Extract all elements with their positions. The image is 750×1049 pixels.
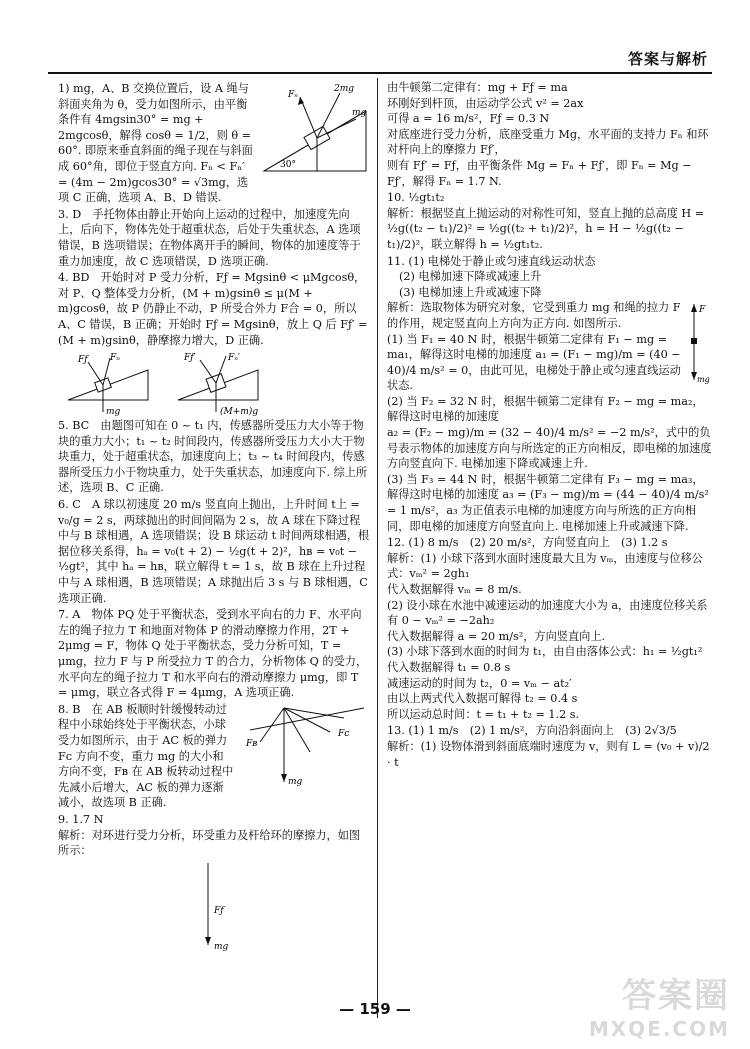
label-ff-9: Fƒ xyxy=(214,905,224,916)
answer-11-case-2b: a₂ = (F₂ − mg)/m = (32 − 40)/4 m/s² = −2 m/s²，式中的负号表示物体的加速度方向与所选定的正方向相反，即电梯的加速度方向竖直向下. 电梯加速下降或减速上升. xyxy=(387,426,712,471)
right-column xyxy=(387,80,712,770)
answer-12-l9: 所以运动总时间：t = t₁ + t₂ = 1.2 s. xyxy=(387,707,580,721)
label-fn-2: Fₙ′ xyxy=(228,353,240,364)
answer-11-3: (3) 电梯加速上升或减速下降 xyxy=(399,285,542,299)
answer-8-force-diagram xyxy=(240,702,370,788)
answer-11-2: (2) 电梯加速下降或减速上升 xyxy=(399,270,542,284)
header-title: 答案与解析 xyxy=(627,50,708,68)
label-mg-9: mg xyxy=(214,941,229,952)
answer-9-force-diagram xyxy=(58,861,298,953)
answer-3: 3. D 手托物体由静止开始向上运动的过程中，加速度先向上，后向下，物体先处于超重状态，后处于失重状态，A 选项错误，B 选项错误；在物体离开手的瞬间，物体的加速度等于重力加速度，故 C 选项错误，D 选项正确. xyxy=(58,207,361,268)
answer-9: 9. 1.7 N xyxy=(58,812,104,826)
answer-4-force-diagrams xyxy=(58,350,298,416)
answer-12-l7: 减速运动的时间为 t₂，0 = vₘ − at₂′ xyxy=(387,676,572,690)
r-line-1: 由牛顿第二定律有：mg + Fƒ = ma xyxy=(387,81,568,94)
answer-12-l6: 代入数据解得 t₁ = 0.8 s xyxy=(387,660,511,674)
watermark xyxy=(589,968,730,1041)
answer-2-text: 1) mg，A、B 交换位置后，设 A 绳与斜面夹角为 θ，受力如图所示，由平衡条件有 4mgsin30° = mg + 2mgcosθ，解得 cosθ = 1/2，则 θ = 60°. 即原来垂直斜面的绳子现在与斜面成 60°角，即位于竖直方向. Fₙ < Fₙ′ = (4m − 2m)gcos30° = √3mg，选项 C 正确，选项 A、B、D 错误. xyxy=(58,82,253,205)
r-line-5: 则有 Fƒ′ = Fƒ，由平衡条件 Mg = Fₙ + Fƒ′，即 Fₙ = Mg − Fƒ′，解得 Fₙ = 1.7 N. xyxy=(387,158,692,188)
label-mg-11: mg xyxy=(697,375,710,385)
r-line-3: 可得 a = 16 m/s²，Fƒ = 0.3 N xyxy=(387,112,550,126)
label-2mg: 2mg xyxy=(334,84,355,94)
watermark-line1: 答案圈 xyxy=(622,976,730,1016)
answer-10: 10. ½gt₁t₂ xyxy=(387,191,445,205)
answer-12-l4: 代入数据解得 a = 20 m/s²，方向竖直向上. xyxy=(387,629,606,643)
label-mg-8: mg xyxy=(288,776,303,787)
answer-2-continued xyxy=(58,81,370,206)
answer-12-l8: 由以上两式代入数据可解得 t₂ = 0.4 s xyxy=(387,692,578,706)
label-fn: Fₙ xyxy=(288,90,298,100)
label-ff-2: Fƒ′ xyxy=(184,353,196,364)
answer-11-case-1: (1) 当 F₁ = 40 N 时，根据牛顿第二定律有 F₁ − mg = ma₁，解得这时电梯的加速度 a₁ = (F₁ − mg)/m = (40 − 40)/4 m/s² = 0，由此可见，电梯处于静止或匀速直线运动状态. xyxy=(387,332,681,393)
label-f-11: F xyxy=(699,305,706,316)
left-column xyxy=(58,80,370,955)
answer-12-l1: 解析：(1) 小球下落到水面时速度最大且为 vₘ，由速度与位移公式：vₘ² = 2gh₁ xyxy=(387,551,703,581)
answer-11-force-diagram xyxy=(688,300,712,384)
answer-12-l5: (3) 小球下落到水面的时间为 t₁，由自由落体公式：h₁ = ½gt₁² xyxy=(387,645,703,659)
answer-13: 13. (1) 1 m/s (2) 1 m/s²，方向沿斜面向上 (3) 2√3/5 xyxy=(387,724,677,738)
answer-4: 4. BD 开始时对 P 受力分析，Fƒ = Mgsinθ < μMgcosθ，对 P、Q 整体受力分析，(M + m)gsinθ ≤ μ(M + m)gcosθ，故 P 仍静止不动，P 所受合外力 F合 = 0，所以 A、C 错误，B 正确；开始时 Fƒ = Mgsinθ，放上 Q 后 Fƒ′ = (M + m)gsinθ，静摩擦力增大，D 正确. xyxy=(58,271,368,347)
label-ff-1: Fƒ xyxy=(78,355,88,366)
label-mmg: (M+m)g xyxy=(220,407,259,417)
answer-12: 12. (1) 8 m/s (2) 20 m/s²，方向竖直向上 (3) 1.2 s xyxy=(387,536,668,550)
watermark-line2: MXQE.COM xyxy=(588,1017,730,1041)
label-fc: Fᴄ xyxy=(338,728,350,739)
label-mg: mg xyxy=(352,108,367,118)
label-angle: 30° xyxy=(280,160,296,170)
answer-11-1: 11. (1) 电梯处于静止或匀速直线运动状态 xyxy=(387,254,596,268)
answer-11-analysis xyxy=(387,300,712,394)
answer-8 xyxy=(58,702,370,811)
answer-7: 7. A 物体 PQ 处于平衡状态，受到水平向右的力 F、水平向左的绳子拉力 T 和地面对物体 P 的滑动摩擦力作用，2T + 2μmg = F，物体 Q 处于平衡状态，受力分析可知，T = μmg，拉力 F 与 P 所受拉力 T 的合力，分析物体 Q 的受力，水平向左的绳子拉力 T 和水平向右的滑动摩擦力 μmg，即 T = μmg，联立各式得 F = 4μmg，A 选项正确. xyxy=(58,608,368,700)
answer-11-case-2: (2) 当 F₂ = 32 N 时，根据牛顿第二定律有 F₂ − mg = ma₂，解得这时电梯的加速度 xyxy=(387,394,704,424)
label-fn-1: Fₙ xyxy=(110,353,120,364)
answer-6: 6. C A 球以初速度 20 m/s 竖直向上抛出，上升时间 t上 = v₀/g = 2 s，两球抛出的时间间隔为 2 s，故 A 球在下降过程中与 B 球相遇，A 选项错误；设 B 球运动 t 时间两球相遇，根据位移关系得，hₐ = v₀(t + 2) − ½g(t + 2)²，hʙ = v₀t − ½gt²，其中 hₐ = hʙ，联立解得 t = 1 s，故 B 球在上升过程中与 A 球相遇，B 选项错误；A 球抛出后 3 s 与 B 球相遇，C 选项正确. xyxy=(58,498,370,605)
column-divider xyxy=(377,78,378,1018)
answer-11-analysis-intro: 解析：选取物体为研究对象，它受到重力 mg 和绳的拉力 F 的作用，规定竖直向上方向为正方向. 如图所示. xyxy=(387,301,681,330)
answer-11-case-3: (3) 当 F₃ = 44 N 时，根据牛顿第二定律有 F₃ − mg = ma₃，解得这时电梯的加速度 a₃ = (F₃ − mg)/m = (44 − 40)/4 m/s² = 1 m/s²，a₃ 为正值表示电梯的加速度方向与所选的正方向相同，即电梯的加速度方向竖直向上. 电梯加速上升或减速下降. xyxy=(387,472,709,533)
answer-12-l3: (2) 设小球在水池中减速运动的加速度大小为 a，由速度位移关系有 0 − vₘ² = −2ah₂ xyxy=(387,598,708,628)
r-line-4: 对底座进行受力分析，底座受重力 Mg，水平面的支持力 Fₙ 和环对杆向上的摩擦力 Fƒ′， xyxy=(387,127,709,157)
label-mg-1: mg xyxy=(106,407,121,417)
answer-10-analysis: 解析：根据竖直上抛运动的对称性可知，竖直上抛的总高度 H = ½g((t₂ − t₁)/2)² = ½g((t₂ + t₁)/2)²，h = H − ½g((t₂ − t₁)/2)²，联立解得 h = ½gt₁t₂. xyxy=(387,206,705,251)
answer-5: 5. BC 由题图可知在 0 ~ t₁ 内，传感器所受压力大小等于物块的重力大小；t₁ ~ t₂ 时间段内，传感器所受压力大小大于物块重力，处于超重状态，加速度向上；t₃ ~ t₄ 时间段内，传感器所受压力小于物块重力，处于失重状态，加速度向下. 综上所述，选项 B、C 正确. xyxy=(58,419,368,495)
header-rule xyxy=(48,72,712,74)
answer-8-text: 8. B 在 AB 板顺时针缓慢转动过程中小球始终处于平衡状态，小球受力如图所示，由于 AC 板的弹力 Fᴄ 方向不变，重力 mg 的大小和方向不变，Fʙ 在 AB 板转动过程中先减小后增大，AC 板的弹力逐渐减小，故选项 B 正确. xyxy=(58,702,234,810)
answer-12-l2: 代入数据解得 vₘ = 8 m/s. xyxy=(387,583,522,596)
label-fb: Fʙ xyxy=(246,738,258,749)
incline-rope-diagram xyxy=(260,81,370,179)
r-line-2: 环刚好到杆顶，由运动学公式 v² = 2ax xyxy=(387,96,584,110)
answer-9-analysis: 解析：对环进行受力分析，环受重力及杆给环的摩擦力，如图所示： xyxy=(58,828,361,858)
page-number: — 159 — xyxy=(339,1000,411,1018)
answer-13-analysis: 解析：(1) 设物体滑到斜面底端时速度为 v，则有 L = (v₀ + v)/2 · t xyxy=(387,739,710,769)
